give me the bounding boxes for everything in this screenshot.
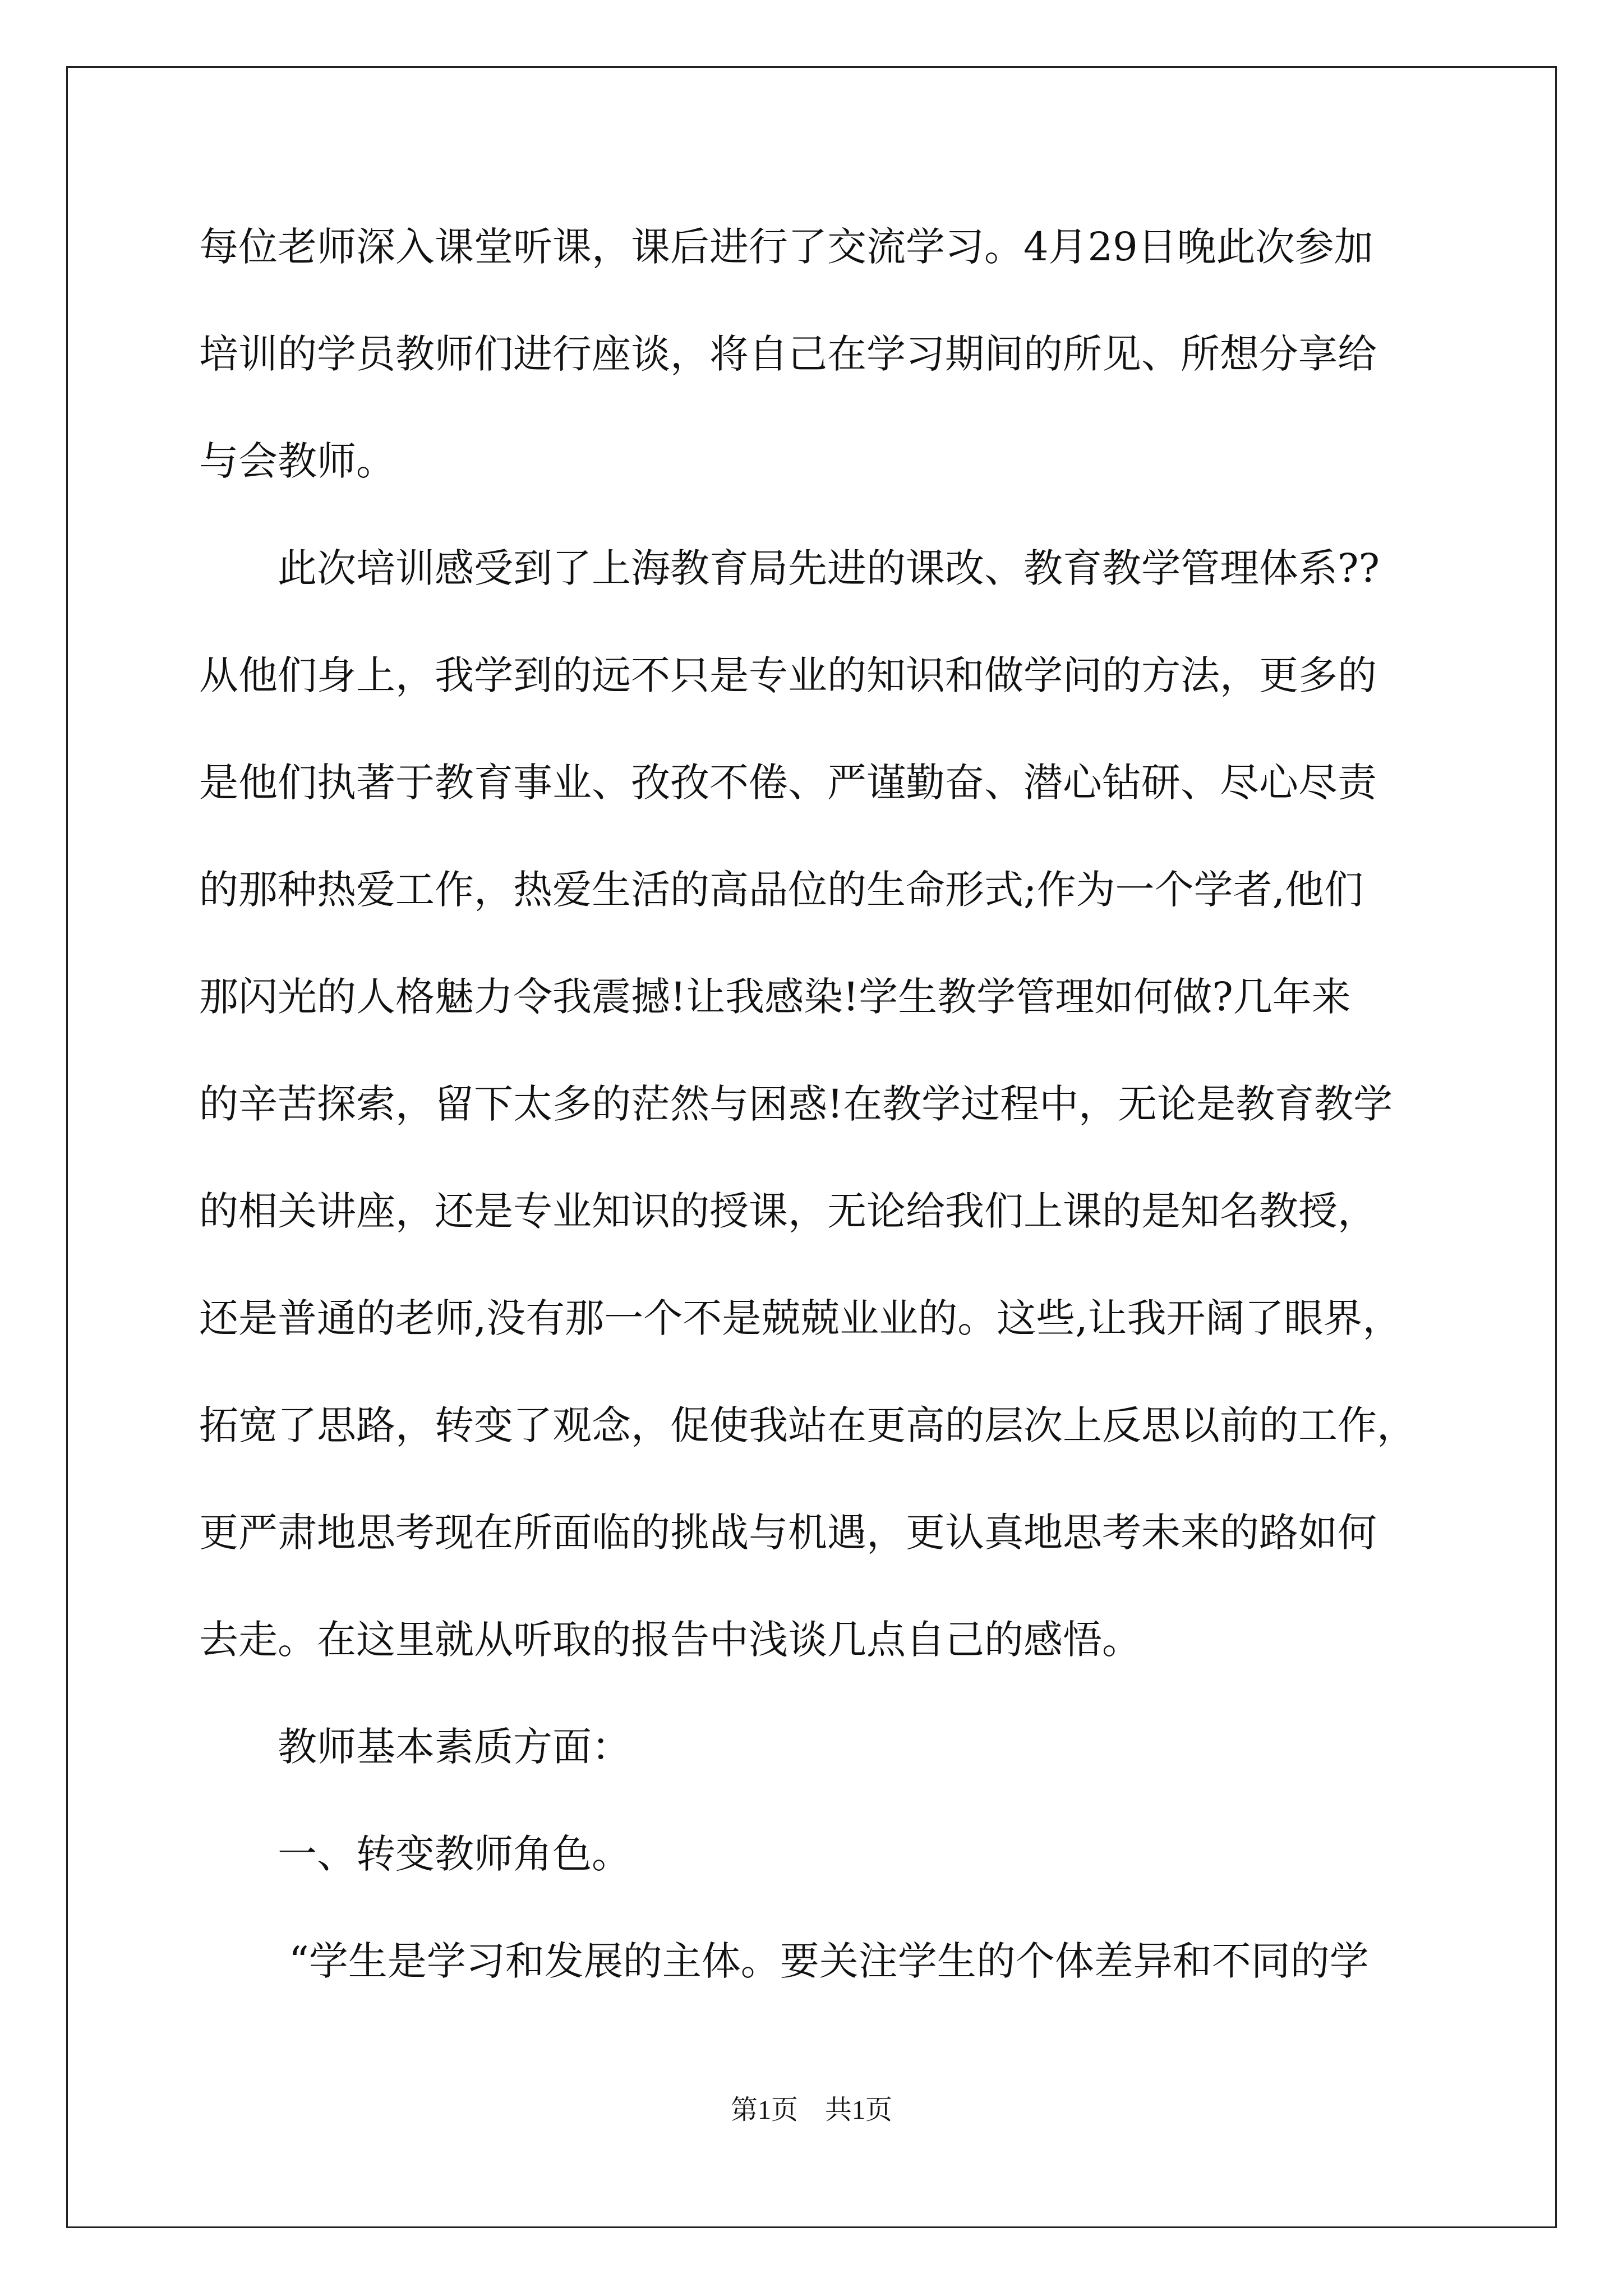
text-line: 每位老师深入课堂听课，课后进行了交流学习。4月29日晚此次参加 (199, 224, 1373, 270)
text-line: 从他们身上，我学到的远不只是专业的知识和做学问的方法，更多的 (199, 652, 1377, 698)
text-line: 更严肃地思考现在所面临的挑战与机遇，更认真地思考未来的路如何 (199, 1510, 1377, 1556)
subsection-heading: 一、转变教师角色。 (278, 1831, 631, 1877)
page-number-footer: 第1页 共1页 (730, 2095, 892, 2125)
text-line: 那闪光的人格魅力令我震撼!让我感染!学生教学管理如何做?几年来 (199, 974, 1351, 1020)
document-body (199, 210, 1441, 2032)
text-line: 去走。在这里就从听取的报告中浅谈几点自己的感悟。 (199, 1617, 1141, 1663)
text-line: 拓宽了思路，转变了观念，促使我站在更高的层次上反思以前的工作， (199, 1402, 1416, 1448)
text-line: 的那种热爱工作，热爱生活的高品位的生命形式;作为一个学者,他们 (199, 867, 1363, 913)
text-line: 与会教师。 (199, 438, 395, 484)
text-line: 的辛苦探索，留下太多的茫然与困惑!在教学过程中，无论是教育教学 (199, 1081, 1393, 1127)
text-line: 是他们执著于教育事业、孜孜不倦、严谨勤奋、潜心钻研、尽心尽责 (199, 760, 1377, 806)
text-line: 培训的学员教师们进行座谈，将自己在学习期间的所见、所想分享给 (199, 331, 1377, 377)
text-line: 还是普通的老师,没有那一个不是兢兢业业的。这些,让我开阔了眼界， (199, 1295, 1402, 1341)
paragraph-start-line: 此次培训感受到了上海教育局先进的课改、教育教学管理体系?? (278, 545, 1380, 591)
section-heading: 教师基本素质方面： (278, 1724, 631, 1770)
paragraph-start-line: “学生是学习和发展的主体。要关注学生的个体差异和不同的学 (289, 1938, 1369, 1984)
text-line: 的相关讲座，还是专业知识的授课，无论给我们上课的是知名教授， (199, 1188, 1377, 1234)
